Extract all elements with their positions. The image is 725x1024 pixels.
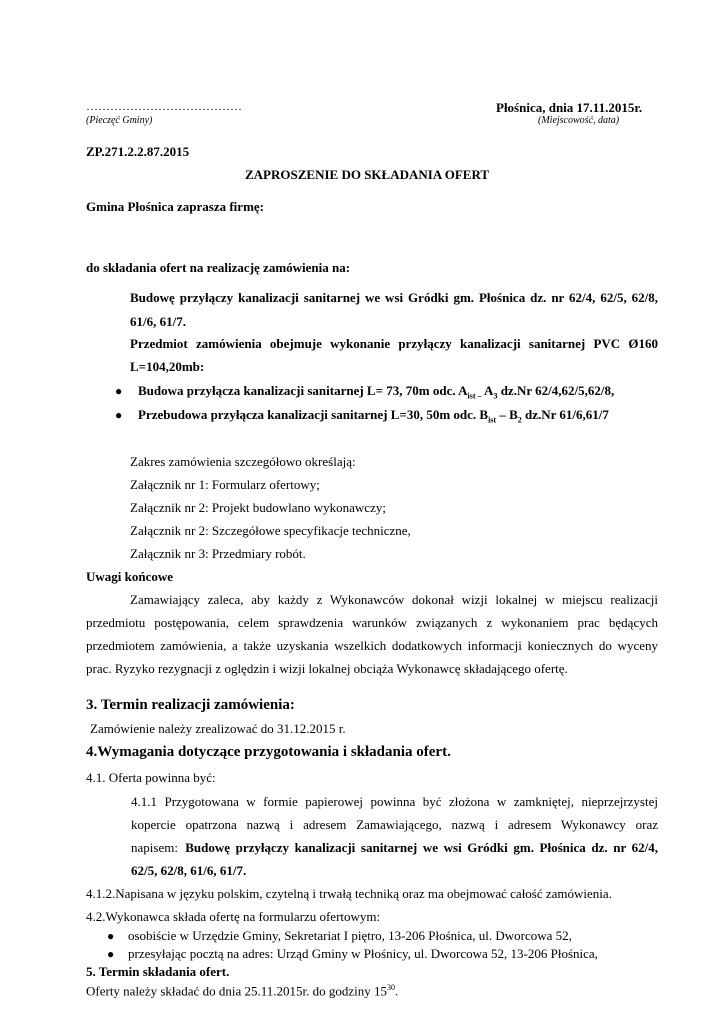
section-5-text: Oferty należy składać do dnia 25.11.2015r. do godziny $15^{30}$. — [86, 983, 399, 999]
remarks-line: przedmiotu postępowania, celem sprawdzenia warunków związanych z wykonaniem prac będących — [86, 615, 658, 630]
item-4-1-1-line: 4.1.1 Przygotowana w formie papierowej powinna być złożona w zamkniętej, nieprzejrzystej — [131, 794, 658, 809]
scope-line-1: Przedmiot zamówienia obejmuje wykonanie przyłączy kanalizacji sanitarnej PVC Ø160 — [130, 336, 658, 351]
scope-line-2: L=104,20mb: — [130, 359, 205, 374]
bullet-icon: ● — [107, 947, 115, 961]
invite-line: Gmina Płośnica zaprasza firmę: — [86, 199, 264, 214]
attachment-item: Załącznik nr 2: Szczegółowe specyfikacje techniczne, — [130, 523, 411, 538]
item-4-1-1-subject: 62/5, 62/8, 61/6, 61/7. — [131, 863, 247, 878]
remarks-line: Zamawiający zaleca, aby każdy z Wykonawców dokonał wizji lokalnej w miejscu realizacji — [130, 592, 658, 607]
subject-line-1: Budowę przyłączy kanalizacji sanitarnej we wsi Gródki gm. Płośnica dz. nr 62/4, 62/5, 62/8, — [130, 290, 658, 305]
section-3-text: Zamówienie należy zrealizować do 31.12.2015 r. — [90, 721, 346, 736]
order-intro: do składania ofert na realizację zamówienia na: — [86, 260, 351, 275]
remarks-line: przedmiotem zamówienia, a także uzyskania wszelkich dodatkowych informacji koniecznych do wyceny — [86, 638, 658, 653]
stamp-caption: (Pieczęć Gminy) — [86, 115, 153, 126]
section-3-heading: 3. Termin realizacji zamówienia: — [86, 697, 295, 713]
remarks-line: prac. Ryzyko rezygnacji z oględzin i wizji lokalnej obciąża Wykonawcę składającego ofertę. — [86, 661, 568, 676]
document-title: ZAPROSZENIE DO SKŁADANIA OFERT — [245, 167, 490, 182]
item-4-1-2: 4.1.2.Napisana w języku polskim, czytelną i trwałą techniką oraz ma obejmować całość zamówienia. — [86, 886, 612, 901]
attachment-item: Załącznik nr 1: Formularz ofertowy; — [130, 477, 320, 492]
item-4-1-1-line: napisem: Budowę przyłączy kanalizacji sanitarnej we wsi Gródki gm. Płośnica dz. nr 62/4, — [131, 840, 658, 855]
reference-number: ZP.271.2.2.87.2015 — [86, 144, 190, 159]
delivery-option: przesyłając pocztą na adres: Urząd Gminy w Płośnicy, ul. Dworcowa 52, 13-206 Płośnica, — [128, 946, 598, 961]
delivery-option: osobiście w Urzędzie Gminy, Sekretariat I piętro, 13-206 Płośnica, ul. Dworcowa 52, — [128, 928, 572, 943]
place-date-caption: (Miejscowość, data) — [538, 115, 620, 126]
bullet-icon: ● — [115, 384, 123, 398]
attachment-item: Załącznik nr 2: Projekt budowlano wykonawczy; — [130, 500, 386, 515]
place-date: Płośnica, dnia 17.11.2015r. — [496, 100, 643, 115]
subject-bullet-1: Budowa przyłącza kanalizacji sanitarnej L= 73, 70m odc. $A_{ist -}$ $A_3$ dz.Nr 62/4,62/5,62/8, — [138, 383, 615, 401]
item-4-1: 4.1. Oferta powinna być: — [86, 770, 216, 785]
bullet-icon: ● — [107, 929, 115, 943]
stamp-dots: ………………………………… — [86, 99, 242, 113]
scope-intro: Zakres zamówienia szczegółowo określają: — [130, 454, 356, 469]
bullet-icon: ● — [115, 408, 123, 422]
section-5-heading: 5. Termin składania ofert. — [86, 964, 230, 979]
section-4-heading: 4.Wymagania dotyczące przygotowania i składania ofert. — [86, 744, 451, 760]
subject-line-2: 61/6, 61/7. — [130, 314, 186, 329]
remarks-heading: Uwagi końcowe — [86, 569, 174, 584]
item-4-1-1-line: kopercie opatrzona nazwą i adresem Zamawiającego, nazwą i adresem Wykonawcy oraz — [131, 817, 658, 832]
subject-bullet-2: Przebudowa przyłącza kanalizacji sanitarnej L=30, 50m odc. $B_{ist} - B_2$ dz.Nr 61/6,61/7 — [138, 407, 609, 425]
attachment-item: Załącznik nr 3: Przedmiary robót. — [130, 546, 306, 561]
item-4-2: 4.2.Wykonawca składa ofertę na formularzu ofertowym: — [86, 909, 381, 924]
